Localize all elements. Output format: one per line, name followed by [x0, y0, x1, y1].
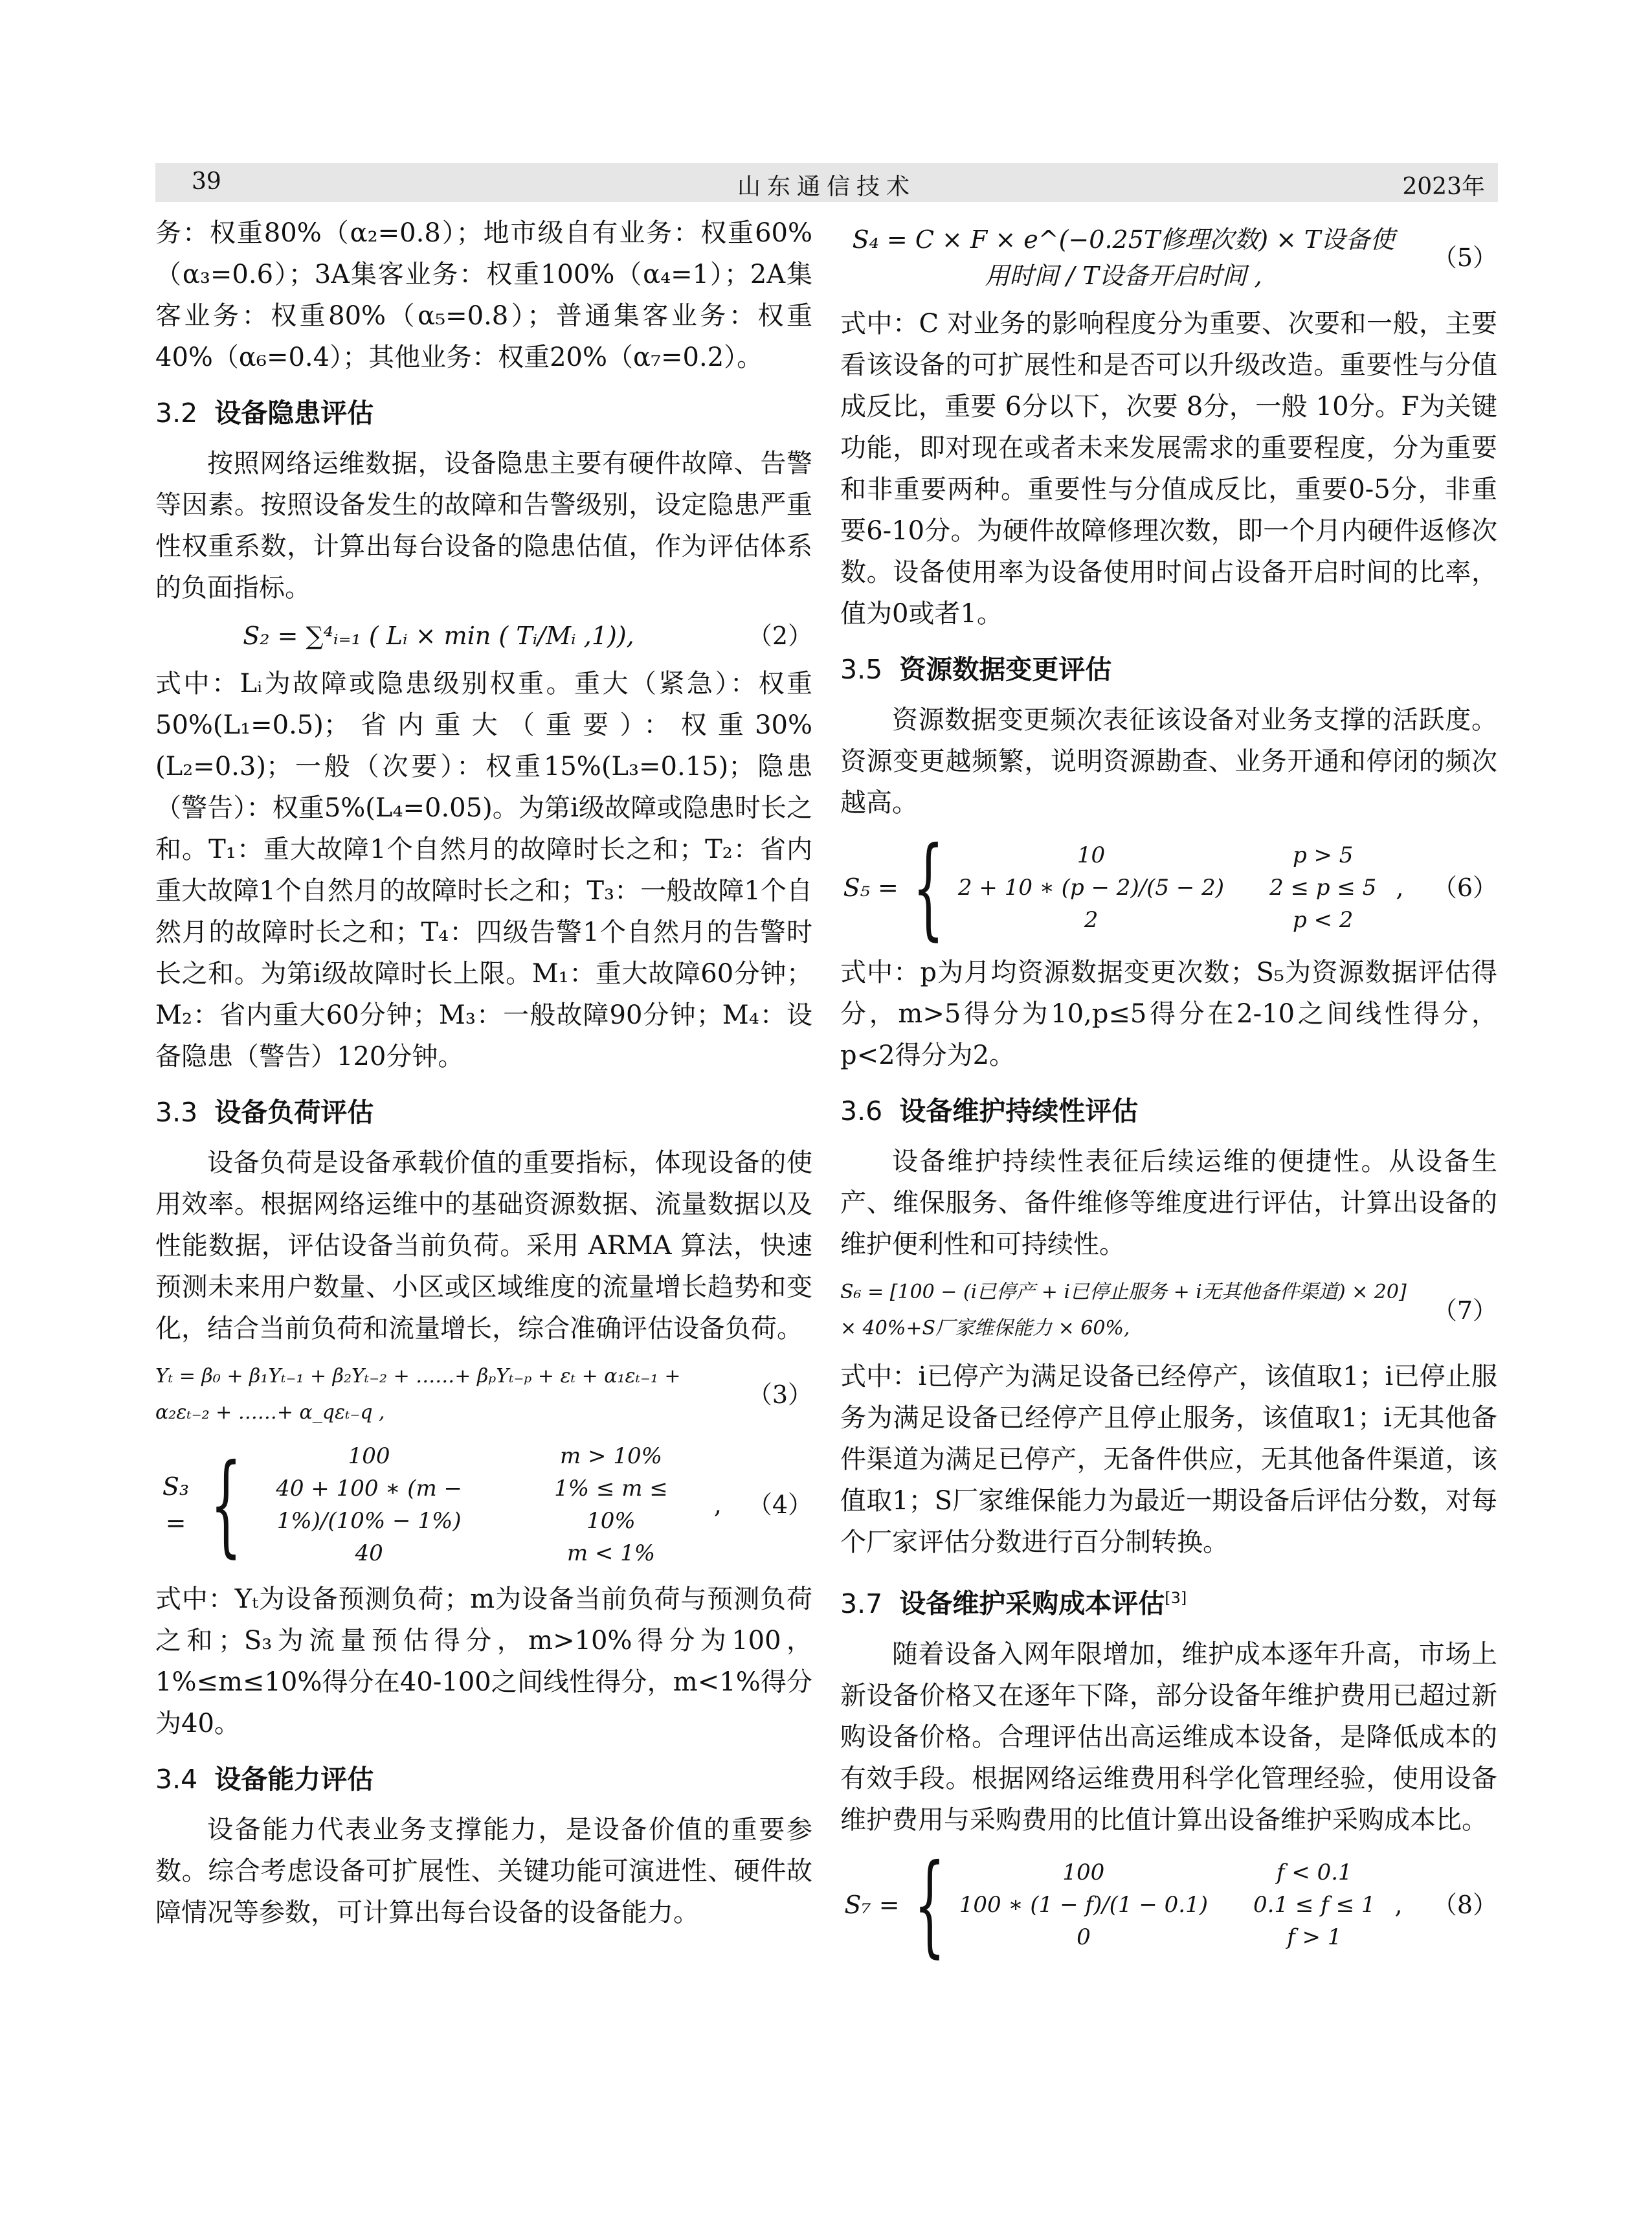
equation-3 [155, 1358, 812, 1431]
section-number: 3.5 [840, 654, 883, 685]
journal-name: 山东通信技术 [737, 174, 916, 200]
case-value: 100 ∗ (1 − f)/(1 − 0.1) [959, 1891, 1209, 1918]
citation-ref: [3] [1165, 1589, 1187, 1607]
section-number: 3.3 [155, 1097, 198, 1128]
paragraph-3-7: 随着设备入网年限增加，维护成本逐年升高，市场上新设备价格又在逐年下降，部分设备年维护费用已超过新购设备价格。合理评估出高运维成本设备，是降低成本的有效手段。根据网络运维费用科学化管理经验，使用设备维护费用与采购费用的比值计算出设备维护采购成本比。 [840, 1639, 1497, 1835]
paragraph-3-5: 资源数据变更频次表征该设备对业务支撑的活跃度。资源变更越频繁，说明资源勘查、业务开通和停闭的频次越高。 [840, 705, 1497, 818]
page-number: 39 [192, 168, 221, 195]
section-number: 3.7 [840, 1588, 883, 1619]
equation-tail: , [1396, 873, 1404, 902]
paragraph-3-3: 设备负荷是设备承载价值的重要指标，体现设备的使用效率。根据网络运维中的基础资源数据、流量数据以及性能数据，评估设备当前负荷。采用 ARMA 算法，快速预测未来用户数量、小区或区域维度的流量增长趋势和变化，结合当前负荷和流量增长，综合准确评估设备负荷。 [155, 1148, 812, 1343]
paragraph-3-6: 设备维护持续性表征后续运维的便捷性。从设备生产、维保服务、备件维修等维度进行评估，计算出设备的维护便利性和可持续性。 [840, 1147, 1497, 1259]
paragraph-3-3-notes: 式中：Yₜ为设备预测负荷；m为设备当前负荷与预测负荷之和；S₃为流量预估得分，m>10%得分为100，1%≤m≤10%得分在40-100之间线性得分，m<1%得分为40。 [155, 1584, 812, 1738]
case-value: 10 [1077, 842, 1106, 868]
equation-number: （5） [1432, 243, 1497, 272]
case-condition: m > 10% [560, 1443, 662, 1469]
section-heading-3-3 [155, 1092, 812, 1133]
equation-tail: , [1394, 1890, 1403, 1919]
equation-number: （3） [747, 1380, 812, 1409]
case-condition: 2 ≤ p ≤ 5 [1269, 875, 1377, 901]
paragraph-3-2-notes: 式中：Lᵢ为故障或隐患级别权重。重大（紧急）：权重50%(L₁=0.5)；省内重大（重要）：权重30%(L₂=0.3)；一般（次要）：权重15%(L₃=0.15)；隐患（警告）：权重5%(L₄=0.05)。为第i级故障或隐患时长之和。T₁：重大故障1个自然月的故障时长之和；T₂：省内重大故障1个自然月的故障时长之和；T₃：一般故障1个自然月的故障时长之和；T₄：四级告警1个自然月的告警时长之和。为第i级故障时长上限。M₁：重大故障60分钟；M₂：省内重大60分钟；M₃：一般故障90分钟；M₄：设备隐患（警告）120分钟。 [155, 669, 812, 1072]
case-value: 2 [1084, 907, 1099, 933]
page-header [155, 163, 1498, 202]
section-number: 3.2 [155, 398, 198, 429]
section-title: 设备维护采购成本评估 [899, 1588, 1165, 1619]
paragraph-intro: 务：权重80%（α₂=0.8）；地市级自有业务：权重60%（α₃=0.6）；3A集客业务：权重100%（α₄=1）；2A集客业务：权重80%（α₅=0.8）；普通集客业务：权重40%（α₆=0.4）；其他业务：权重20%（α₇=0.2）。 [155, 218, 812, 372]
equation-4: S₃ = { 100 m > 10% 40 + 100 ∗ (m − 1%)/(10% − 1%) 1% ≤ m ≤ 10% 40 m < 1% , （4） [155, 1440, 812, 1569]
equation-5 [840, 221, 1497, 294]
case-condition: 1% ≤ m ≤ 10% [554, 1476, 668, 1534]
section-heading-3-7 [840, 1577, 1497, 1625]
section-heading-3-2 [155, 392, 812, 434]
left-column [155, 212, 812, 1933]
section-number: 3.6 [840, 1096, 883, 1127]
equation-number: （8） [1432, 1890, 1497, 1919]
year: 2023年 [1402, 174, 1485, 200]
paragraph-3-4-notes: 式中：C 对业务的影响程度分为重要、次要和一般，主要看该设备的可扩展性和是否可以升级改造。重要性与分值成反比，重要 6分以下，次要 8分，一般 10分。F为关键功能，即对现在或者未来发展需求的重要程度，分为重要和非重要两种。重要性与分值成反比，重要0-5分，非重要6-10分。为硬件故障修理次数，即一个月内硬件返修次数。设备使用率为设备使用时间占设备开启时间的比率，值为0或者1。 [840, 309, 1497, 629]
case-value: 0 [1077, 1924, 1091, 1950]
equation-number: （4） [747, 1490, 812, 1519]
equation-6: S₅ = { 10 p > 5 2 + 10 ∗ (p − 2)/(5 − 2) 2 ≤ p ≤ 5 2 p < 2 , （6） [843, 824, 1497, 952]
case-condition: f < 0.1 [1276, 1859, 1352, 1885]
section-heading-3-4 [155, 1759, 812, 1800]
case-condition: 0.1 ≤ f ≤ 1 [1253, 1891, 1376, 1918]
case-condition: m < 1% [566, 1540, 656, 1566]
section-number: 3.4 [155, 1764, 198, 1795]
paragraph-3-4: 设备能力代表业务支撑能力，是设备价值的重要参数。综合考虑设备可扩展性、关键功能可演进性、硬件故障情况等参数，可计算出每台设备的设备能力。 [155, 1815, 812, 1928]
equation-8: S₇ = { 100 f < 0.1 100 ∗ (1 − f)/(1 − 0.1) 0.1 ≤ f ≤ 1 0 f > 1 , （8） [844, 1840, 1497, 1969]
equation-lhs: S₅ = [843, 873, 899, 902]
section-title: 设备负荷评估 [214, 1097, 374, 1128]
equation-lhs: S₇ = [844, 1890, 900, 1919]
case-value: 100 [348, 1443, 390, 1469]
equation-formula: S₂ = ∑⁴ᵢ₌₁ ( Lᵢ × min ( Tᵢ/Mᵢ ,1)), [243, 622, 634, 650]
section-title: 设备能力评估 [214, 1764, 374, 1795]
section-heading-3-6 [840, 1090, 1497, 1132]
equation-7 [840, 1274, 1497, 1347]
equation-formula: Yₜ = β₀ + β₁Yₜ₋₁ + β₂Yₜ₋₂ + ……+ βₚYₜ₋ₚ + εₜ + α₁εₜ₋₁ + α₂εₜ₋₂ + ……+ α_qεₜ₋q , [155, 1365, 681, 1424]
equation-formula: S₆ = [100 − (i已停产 + i已停止服务 + i无其他备件渠道) × 20] × 40%+S厂家维保能力 × 60%, [840, 1281, 1407, 1340]
equation-number: （2） [747, 622, 812, 650]
equation-2 [155, 618, 812, 654]
equation-formula: S₄ = C × F × e^(−0.25T修理次数) × T设备使用时间 / T设备开启时间 , [852, 225, 1395, 290]
case-value: 100 [1062, 1859, 1105, 1885]
section-title: 设备隐患评估 [214, 398, 374, 429]
equation-tail: , [713, 1490, 722, 1519]
case-condition: p < 2 [1292, 907, 1354, 933]
paragraph-3-6-notes: 式中：i已停产为满足设备已经停产，该值取1；i已停止服务为满足设备已经停产且停止服务，该值取1；i无其他备件渠道为满足已停产，无备件供应，无其他备件渠道，该值取1；S厂家维保能力为最近一期设备后评估分数，对每个厂家评估分数进行百分制转换。 [840, 1362, 1497, 1557]
case-value: 2 + 10 ∗ (p − 2)/(5 − 2) [957, 875, 1225, 901]
paragraph-3-2: 按照网络运维数据，设备隐患主要有硬件故障、告警等因素。按照设备发生的故障和告警级别，设定隐患严重性权重系数，计算出每台设备的隐患估值，作为评估体系的负面指标。 [155, 449, 812, 603]
equation-number: （6） [1432, 873, 1497, 902]
section-title: 资源数据变更评估 [899, 654, 1112, 685]
case-condition: f > 1 [1287, 1924, 1342, 1950]
case-condition: p > 5 [1292, 842, 1354, 868]
section-heading-3-5 [840, 649, 1497, 690]
section-title: 设备维护持续性评估 [899, 1096, 1139, 1127]
case-value: 40 + 100 ∗ (m − 1%)/(10% − 1%) [276, 1476, 463, 1534]
equation-number: （7） [1432, 1296, 1497, 1325]
right-column [840, 212, 1497, 1969]
paragraph-3-5-notes: 式中：p为月均资源数据变更次数；S₅为资源数据评估得分，m>5得分为10,p≤5得分在2-10之间线性得分，p<2得分为2。 [840, 958, 1497, 1070]
case-value: 40 [355, 1540, 383, 1566]
equation-lhs: S₃ = [162, 1472, 190, 1537]
